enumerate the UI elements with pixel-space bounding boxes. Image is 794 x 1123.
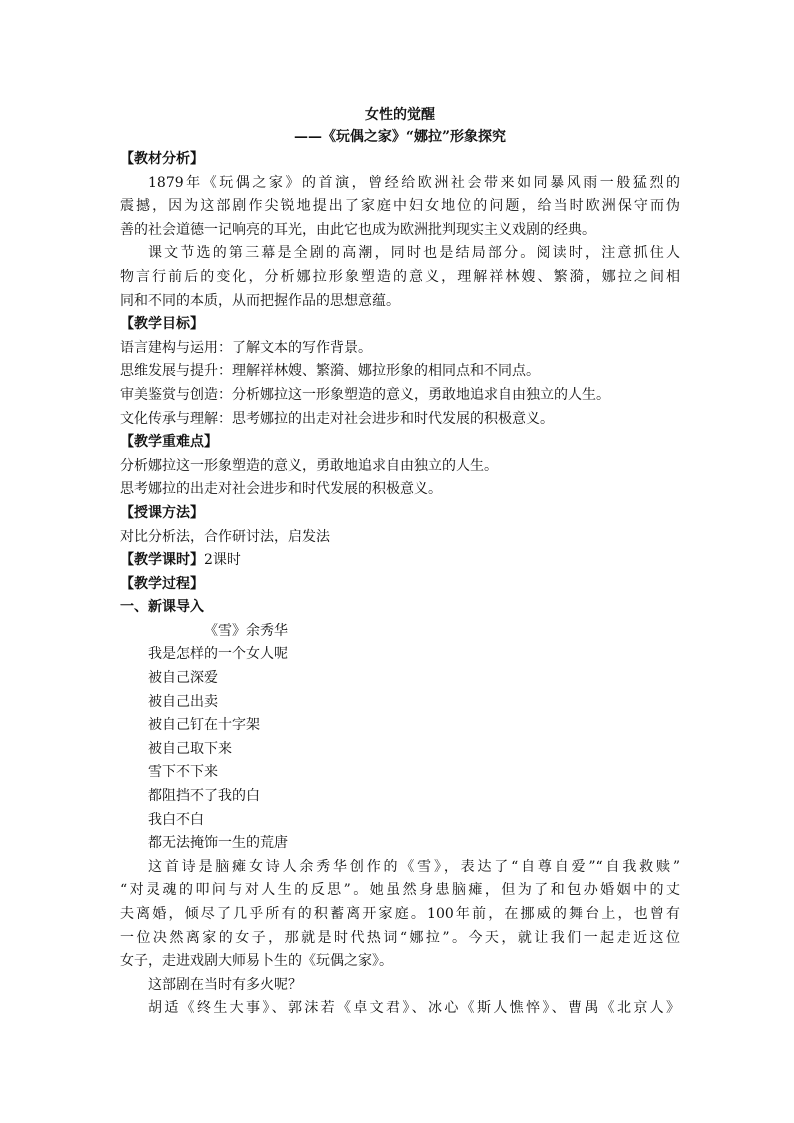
- section-heading: 一、新课导入: [120, 599, 204, 616]
- text-line: 对比分析法，合作研讨法，启发法: [120, 528, 330, 545]
- poem-line: 我是怎样的一个女人呢: [148, 646, 288, 663]
- poem-line: 雪下不下来: [148, 764, 218, 781]
- text-line: 思维发展与提升：理解祥林嫂、繁漪、娜拉形象的相同点和不同点。: [120, 363, 540, 380]
- text-line: 一位决然离家的女子，那就是时代热词“娜拉”。今天，就让我们一起走近这位: [120, 929, 680, 946]
- text-line: 同和不同的本质，从而把握作品的思想意蕴。: [120, 292, 400, 309]
- section-heading: 【授课方法】: [120, 504, 204, 521]
- text-line: 这首诗是脑瘫女诗人余秀华创作的《雪》，表达了“自尊自爱”“自我救赎”: [148, 858, 680, 875]
- text-line: 女子，走进戏剧大师易卜生的《玩偶之家》。: [120, 953, 393, 970]
- text-line: 善的社会道德一记响亮的耳光，由此它也成为欧洲批判现实主义戏剧的经典。: [120, 221, 596, 238]
- section-heading: 【教学课时】: [120, 552, 204, 569]
- section-heading: 【教学目标】: [120, 316, 204, 333]
- poem-line: 我白不白: [148, 811, 204, 828]
- poem-line: 都阻挡不了我的白: [148, 788, 260, 805]
- text-line: 震撼，因为这部剧作尖锐地提出了家庭中妇女地位的问题，给当时欧洲保守而伪: [120, 198, 680, 215]
- text-line: 1879年《玩偶之家》的首演，曾经给欧洲社会带来如同暴风雨一般猛烈的: [148, 174, 680, 191]
- section-heading: 【教学重难点】: [120, 434, 218, 451]
- text-line: 夫离婚，倾尽了几乎所有的积蓄离开家庭。100年前，在挪威的舞台上，也曾有: [120, 906, 680, 922]
- document-page: [120, 104, 680, 1021]
- text-line: “对灵魂的叩问与对人生的反思”。她虽然身患脑瘫，但为了和包办婚姻中的丈: [120, 882, 680, 899]
- text-line: 文化传承与理解：思考娜拉的出走对社会进步和时代发展的积极意义。: [120, 410, 554, 427]
- text-line: 这部剧在当时有多火呢？: [148, 976, 302, 993]
- text-line: 审美鉴赏与创造：分析娜拉这一形象塑造的意义，勇敢地追求自由独立的人生。: [120, 386, 610, 403]
- section-value: 2课时: [204, 552, 241, 569]
- poem-line: 被自己深爱: [148, 670, 218, 687]
- text-line: 思考娜拉的出走对社会进步和时代发展的积极意义。: [120, 481, 442, 498]
- text-line: 语言建构与运用：了解文本的写作背景。: [120, 339, 372, 356]
- poem-line: 被自己出卖: [148, 693, 218, 710]
- text-line: 物言行前后的变化，分析娜拉形象塑造的意义，理解祥林嫂、繁漪，娜拉之间相: [120, 268, 680, 285]
- text-line: 课文节选的第三幕是全剧的高潮，同时也是结局部分。阅读时，注意抓住人: [148, 245, 680, 262]
- text-line: 胡适《终生大事》、郭沫若《卓文君》、冰心《斯人憔悴》、曹禺《北京人》: [148, 1000, 680, 1017]
- text-line: 分析娜拉这一形象塑造的意义，勇敢地追求自由独立的人生。: [120, 457, 498, 474]
- poem-line: 都无法掩饰一生的荒唐: [148, 835, 288, 852]
- document-title: 女性的觉醒: [365, 107, 435, 123]
- document-body: [120, 148, 680, 1021]
- section-heading: 【教材分析】: [120, 151, 204, 167]
- poem-title: 《雪》余秀华: [204, 622, 288, 639]
- document-subtitle: ——《玩偶之家》“娜拉”形象探究: [293, 129, 507, 145]
- section-heading: 【教学过程】: [120, 575, 204, 592]
- poem-line: 被自己取下来: [148, 740, 232, 757]
- poem-line: 被自己钉在十字架: [148, 717, 260, 734]
- section-heading-with-value: [120, 549, 680, 573]
